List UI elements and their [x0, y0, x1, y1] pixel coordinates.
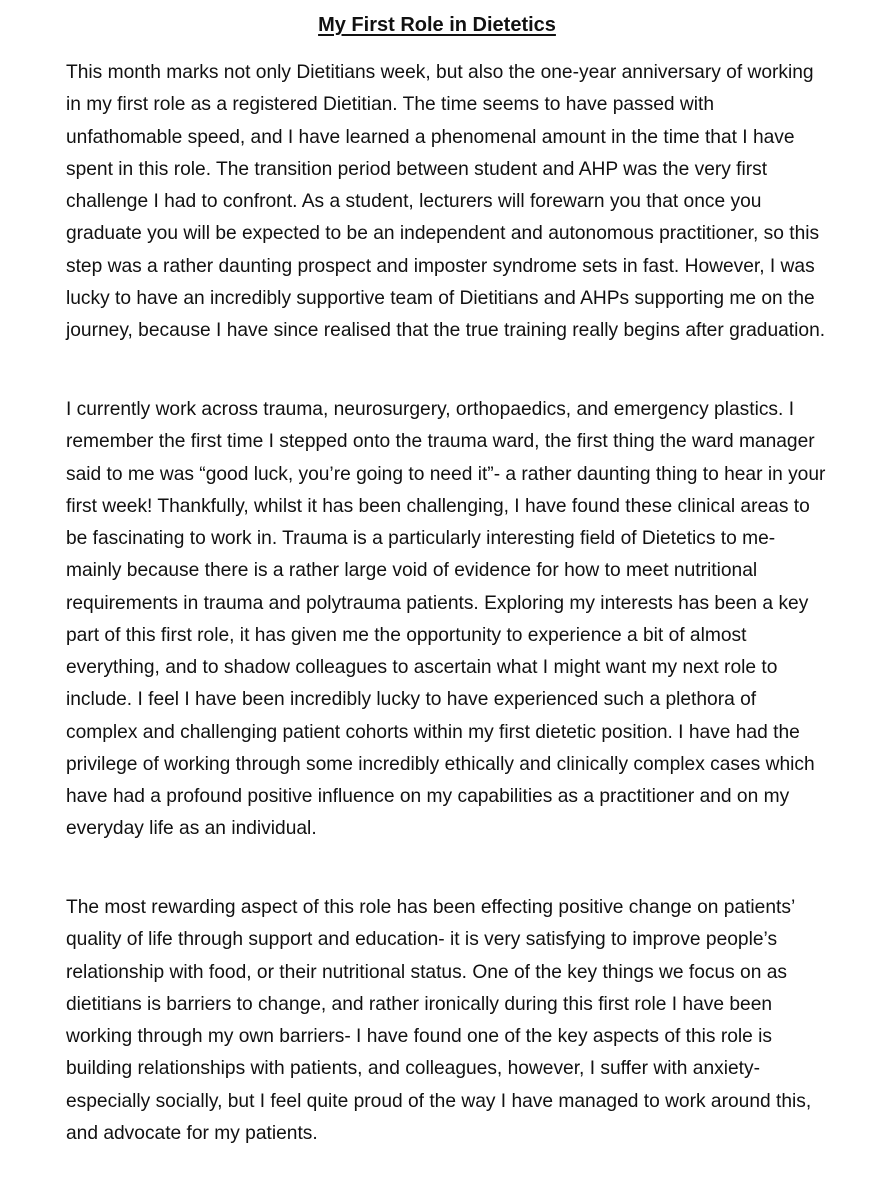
paragraph-3: The most rewarding aspect of this role has been effecting positive change on patients’ quality of life through support and education- it is very satisfying to improve people’s relationship with food, or their nutritional status. One of the key things we focus on as dietitians is barriers to change, and rather ironically during this first role I have been working through my own barriers- I have found one of the key aspects of this role is building relationships with patients, and colleagues, however, I suffer with anxiety- especially socially, but I feel quite proud of the way I have managed to work around this, and advocate for my patients. [66, 897, 812, 1144]
document-title: My First Role in Dietetics [318, 14, 556, 36]
paragraph-2: I currently work across trauma, neurosurgery, orthopaedics, and emergency plastics. I remember the first time I stepped onto the trauma ward, the first thing the ward manager said to me was “good luck, you’re going to need it”- a rather daunting thing to hear in your first week! Thankfully, whilst it has been challenging, I have found these clinical areas to be fascinating to work in. Trauma is a particularly interesting field of Dietetics to me- mainly because there is a rather large void of evidence for how to meet nutritional requirements in trauma and polytrauma patients. Exploring my interests has been a key part of this first role, it has given me the opportunity to experience a bit of almost everything, and to shadow colleagues to ascertain what I might want my next role to include. I feel I have been incredibly lucky to have experienced such a plethora of complex and challenging patient cohorts within my first dietetic position. I have had the privilege of working through some incredibly ethically and clinically complex cases which have had a profound positive influence on my capabilities as a practitioner and on my everyday life as an individual. [66, 399, 826, 840]
paragraph-1: This month marks not only Dietitians week, but also the one-year anniversary of working in my first role as a registered Dietitian. The time seems to have passed with unfathomable speed, and I have learned a phenomenal amount in the time that I have spent in this role. The transition period between student and AHP was the very first challenge I had to confront. As a student, lecturers will forewarn you that once you graduate you will be expected to be an independent and autonomous practitioner, so this step was a rather daunting prospect and imposter syndrome sets in fast. However, I was lucky to have an incredibly supportive team of Dietitians and AHPs supporting me on the journey, because I have since realised that the true training really begins after graduation. [66, 62, 826, 341]
